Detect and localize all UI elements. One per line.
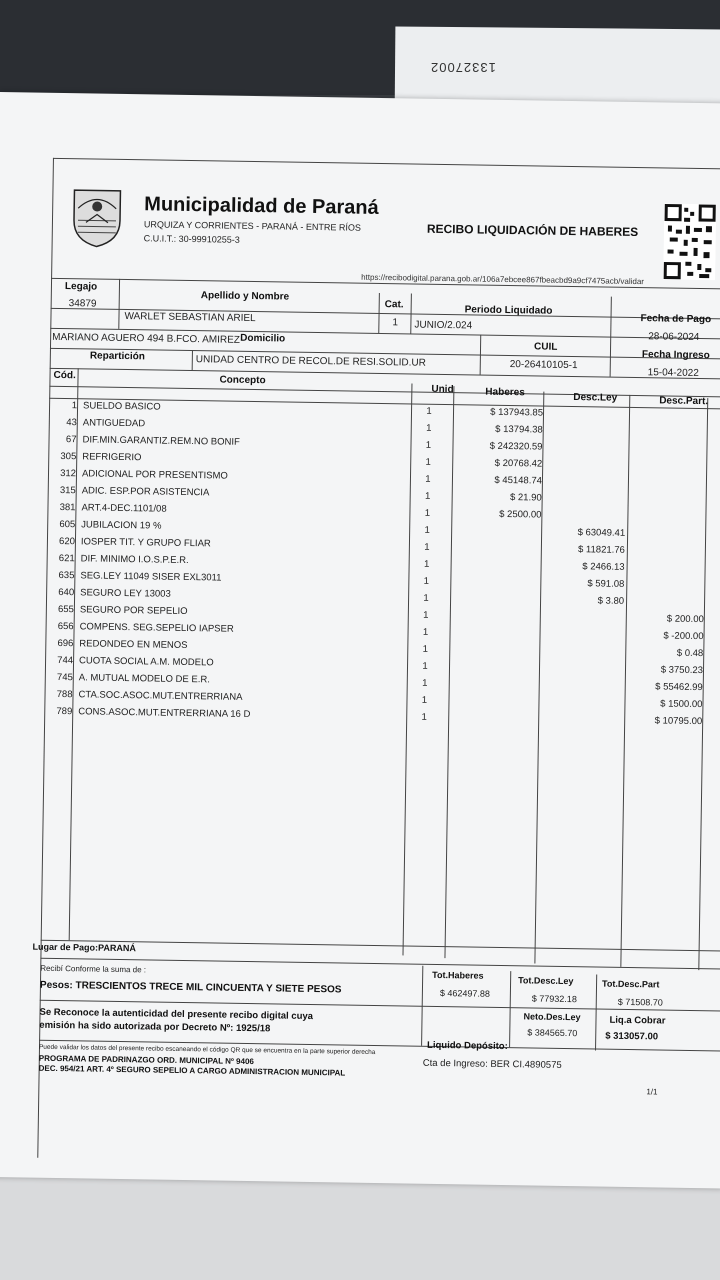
row-desc-ley <box>545 646 623 647</box>
period-value: JUNIO/2.024 <box>414 319 473 332</box>
tot-desc-ley-label: Tot.Desc.Ley <box>518 975 574 987</box>
row-concept: SEGURO LEY 13003 <box>80 587 171 600</box>
header-haberes: Haberes <box>485 386 525 399</box>
row-desc-part <box>630 494 706 495</box>
row-desc-ley <box>548 510 626 511</box>
row-unid: 1 <box>424 507 431 519</box>
row-haberes: $ 242320.59 <box>489 440 543 453</box>
row-desc-part: $ 55462.99 <box>655 681 703 694</box>
period-label: Periodo Liquidado <box>464 304 553 317</box>
municipal-shield-icon <box>70 186 125 249</box>
row-code: 696 <box>57 637 74 650</box>
cat-value: 1 <box>392 317 399 329</box>
row-code: 315 <box>59 484 76 497</box>
info-divider <box>118 279 120 329</box>
row-haberes: $ 2500.00 <box>499 508 542 521</box>
header-concept: Concepto <box>219 374 266 387</box>
row-concept: ADICIONAL POR PRESENTISMO <box>81 468 228 482</box>
row-desc-part <box>629 562 705 563</box>
decree-note: DEC. 954/21 ART. 4º SEGURO SEPELIO A CARGO ADMINISTRACION MUNICIPAL <box>38 1063 346 1078</box>
row-code: 789 <box>56 705 73 718</box>
row-haberes <box>457 661 539 662</box>
row-desc-part <box>628 579 704 580</box>
row-code: 620 <box>59 535 76 548</box>
row-haberes <box>457 644 539 645</box>
page-number: 1/1 <box>646 1087 658 1097</box>
row-code: 1 <box>71 400 78 412</box>
row-haberes <box>458 610 540 611</box>
row-code: 744 <box>57 654 74 667</box>
row-desc-part <box>629 511 705 512</box>
row-desc-ley: $ 63049.41 <box>577 527 626 539</box>
row-haberes <box>458 576 540 577</box>
row-desc-ley <box>545 680 623 681</box>
neto-label: Neto.Des.Ley <box>523 1011 581 1023</box>
tot-haberes-label: Tot.Haberes <box>432 969 484 981</box>
qr-code-icon <box>663 203 716 280</box>
row-desc-ley <box>546 629 624 630</box>
cobrar-value: $ 313057.00 <box>605 1030 659 1043</box>
received-label: Recibí Conforme la suma de : <box>40 963 147 975</box>
row-unid: 1 <box>426 405 432 417</box>
row-concept: SEGURO POR SEPELIO <box>79 604 188 618</box>
organization-cuit: C.U.I.T.: 30-99910255-3 <box>143 233 240 245</box>
row-desc-part: $ 0.48 <box>676 647 704 660</box>
row-unid: 1 <box>421 711 427 723</box>
row-haberes <box>459 542 541 543</box>
row-unid: 1 <box>422 643 429 655</box>
row-desc-part: $ 10795.00 <box>654 715 703 728</box>
row-desc-ley <box>549 408 627 409</box>
header-desc-part: Desc.Part. <box>659 395 709 408</box>
row-desc-part: $ 3750.23 <box>660 664 704 677</box>
tot-desc-ley-value: $ 77932.18 <box>531 993 577 1005</box>
row-desc-part <box>630 477 706 478</box>
totals-divider <box>509 971 511 1047</box>
row-desc-ley <box>544 714 622 715</box>
receipt-title: RECIBO LIQUIDACIÓN DE HABERES <box>426 221 639 240</box>
pay-date-label: Fecha de Pago <box>640 313 712 326</box>
row-unid: 1 <box>422 660 428 672</box>
row-desc-ley <box>548 493 626 494</box>
entry-date-label: Fecha Ingreso <box>641 349 710 362</box>
back-paper-id: 13327002 <box>430 60 496 75</box>
row-code: 635 <box>58 569 75 582</box>
row-unid: 1 <box>425 456 431 468</box>
address-label: Domicilio <box>240 332 286 345</box>
row-desc-part <box>629 545 705 546</box>
header-code: Cód. <box>53 369 76 382</box>
cat-label: Cat. <box>384 299 404 311</box>
row-haberes <box>458 593 540 594</box>
row-haberes <box>456 712 538 713</box>
row-haberes <box>457 695 539 696</box>
row-unid: 1 <box>422 626 429 638</box>
row-haberes: $ 21.90 <box>509 492 542 504</box>
deposit-account: Cta de Ingreso: BER CI.4890575 <box>422 1057 562 1071</box>
row-desc-part <box>628 596 704 597</box>
row-desc-ley <box>548 476 626 477</box>
payment-place: Lugar de Pago:PARANÁ <box>32 941 136 954</box>
row-desc-ley <box>546 612 624 613</box>
row-unid: 1 <box>421 694 428 706</box>
row-haberes: $ 13794.38 <box>495 423 543 436</box>
footer-line <box>41 940 720 952</box>
info-line <box>50 368 720 380</box>
row-unid: 1 <box>423 609 429 621</box>
name-label: Apellido y Nombre <box>200 290 290 303</box>
row-code: 305 <box>60 450 77 463</box>
row-concept: CTA.SOC.ASOC.MUT.ENTRERRIANA <box>78 689 243 703</box>
organization-name: Municipalidad de Paraná <box>144 193 379 219</box>
row-unid: 1 <box>423 592 429 604</box>
row-haberes: $ 45148.74 <box>494 474 543 487</box>
row-unid: 1 <box>424 490 431 502</box>
program-note: PROGRAMA DE PADRINAZGO ORD. MUNICIPAL Nº 9406 <box>38 1053 254 1067</box>
row-concept: CONS.ASOC.MUT.ENTRERRIANA 16 D <box>78 706 251 721</box>
row-desc-ley <box>549 425 627 426</box>
row-desc-part <box>631 409 707 410</box>
cobrar-label: Liq.a Cobrar <box>609 1014 666 1027</box>
row-code: 43 <box>66 417 77 429</box>
header-unid: Unid <box>431 383 454 396</box>
row-haberes <box>459 525 541 526</box>
cuil-label: CUIL <box>533 341 558 353</box>
row-concept: A. MUTUAL MODELO DE E.R. <box>78 672 210 686</box>
row-code: 745 <box>56 671 73 684</box>
address-value: MARIANO AGUERO 494 B.FCO. AMIREZ <box>52 331 241 346</box>
row-desc-part: $ 1500.00 <box>660 698 703 711</box>
row-concept: ART.4-DEC.1101/08 <box>81 502 167 515</box>
totals-divider <box>595 974 597 1050</box>
row-desc-ley <box>549 442 627 443</box>
paper-sheet <box>0 92 720 1188</box>
row-concept: REDONDEO EN MENOS <box>79 638 188 652</box>
row-concept: ANTIGUEDAD <box>82 417 146 430</box>
row-desc-ley <box>545 663 623 664</box>
row-concept: DIF.MIN.GARANTIZ.REM.NO BONIF <box>82 434 240 448</box>
info-line <box>49 383 720 398</box>
pay-date-value: 28-06-2024 <box>648 331 700 344</box>
row-code: 67 <box>65 434 77 446</box>
row-haberes: $ 137943.85 <box>490 406 544 419</box>
row-desc-ley: $ 591.08 <box>587 578 625 590</box>
row-unid: 1 <box>423 575 430 587</box>
tot-haberes-value: $ 462497.88 <box>439 988 491 999</box>
row-desc-part: $ 200.00 <box>666 613 704 626</box>
row-concept: IOSPER TIT. Y GRUPO FLIAR <box>80 536 211 550</box>
row-concept: CUOTA SOCIAL A.M. MODELO <box>78 655 214 669</box>
tot-desc-part-value: $ 71508.70 <box>617 996 663 1008</box>
row-desc-ley: $ 2466.13 <box>582 561 625 573</box>
row-unid: 1 <box>426 422 432 434</box>
row-desc-part: $ -200.00 <box>663 630 704 643</box>
payslip <box>32 158 720 1097</box>
frame-top <box>53 158 720 170</box>
row-haberes <box>457 678 539 679</box>
dept-label: Repartición <box>89 350 145 363</box>
row-desc-part <box>631 426 707 427</box>
row-unid: 1 <box>425 473 431 485</box>
row-unid: 1 <box>425 439 432 451</box>
row-desc-part <box>629 528 705 529</box>
authenticity-note: Se Reconoce la autenticidad del presente recibo digital cuya emisión ha sido autorizada por Decreto Nº: 1925/18 <box>39 1006 314 1035</box>
row-haberes <box>458 627 540 628</box>
row-unid: 1 <box>422 677 428 689</box>
row-concept: DIF. MINIMO I.O.S.P.E.R. <box>80 553 189 567</box>
row-code: 312 <box>60 467 77 480</box>
legajo-label: Legajo <box>64 281 98 293</box>
validate-note: Puede validar los datos del presente recibo escaneando el código QR que se encuentra en la parte superior derecha <box>38 1043 376 1057</box>
deposit-label: Liquido Depósito: <box>426 1039 508 1053</box>
row-concept: JUBILACION 19 % <box>81 519 162 532</box>
row-unid: 1 <box>423 558 430 570</box>
row-code: 655 <box>57 603 74 616</box>
validation-url: https://recibodigital.parana.gob.ar/106a7ebcee867fbeacbd9a9cf7475acb/validar <box>361 272 645 287</box>
tot-desc-part-label: Tot.Desc.Part <box>601 978 660 990</box>
name-value: WARLET SEBASTIAN ARIEL <box>124 310 256 325</box>
row-desc-ley <box>548 459 626 460</box>
info-divider <box>192 350 193 370</box>
row-desc-ley <box>545 697 623 698</box>
row-unid: 1 <box>424 524 430 536</box>
row-concept: SUELDO BASICO <box>82 400 161 413</box>
row-concept: REFRIGERIO <box>82 451 142 464</box>
row-haberes: $ 20768.42 <box>494 457 543 470</box>
row-code: 605 <box>59 518 76 531</box>
row-concept: COMPENS. SEG.SEPELIO IAPSER <box>79 621 234 635</box>
organization-address: URQUIZA Y CORRIENTES - PARANÁ - ENTRE RÍOS <box>143 219 362 233</box>
row-concept: ADIC. ESP.POR ASISTENCIA <box>81 485 210 499</box>
amount-in-words: Pesos: TRESCIENTOS TRECE MIL CINCUENTA Y SIETE PESOS <box>39 979 342 996</box>
legajo-value: 34879 <box>68 298 97 310</box>
row-desc-ley: $ 3.80 <box>597 595 625 607</box>
cuil-value: 20-26410105-1 <box>509 359 578 372</box>
entry-date-value: 15-04-2022 <box>647 367 699 380</box>
row-desc-ley: $ 11821.76 <box>577 544 625 556</box>
row-code: 381 <box>59 501 76 514</box>
row-unid: 1 <box>424 541 430 553</box>
row-concept: SEG.LEY 11049 SISER EXL3011 <box>80 570 222 584</box>
row-code: 788 <box>56 688 73 701</box>
row-code: 640 <box>58 586 75 599</box>
neto-value: $ 384565.70 <box>527 1027 578 1039</box>
row-code: 621 <box>58 552 75 565</box>
row-desc-part <box>630 460 706 461</box>
dept-value: UNIDAD CENTRO DE RECOL.DE RESI.SOLID.UR <box>195 354 426 369</box>
row-haberes <box>459 559 541 560</box>
header-desc-ley: Desc.Ley <box>573 392 618 404</box>
row-desc-part <box>631 443 707 444</box>
row-code: 656 <box>57 620 74 633</box>
